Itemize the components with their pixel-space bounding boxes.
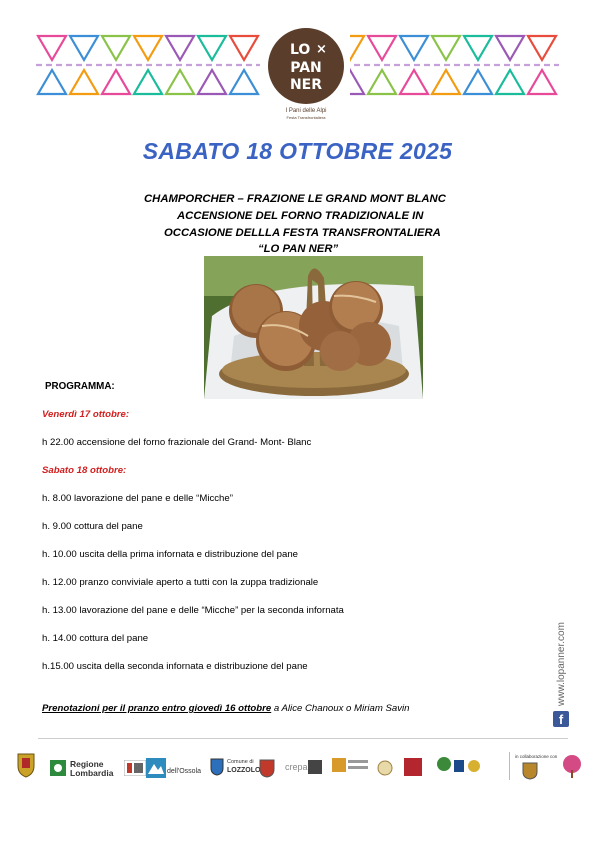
collab-label: in collaborazione con (515, 754, 558, 759)
footer-divider (38, 738, 568, 739)
collab-crest-icon (522, 762, 538, 780)
day1-heading: Venerdì 17 ottobre: (42, 409, 130, 420)
area-ossola-label: dell'Ossola (167, 768, 202, 775)
tree-logo-icon (560, 754, 584, 780)
logo-line2: PAN (290, 60, 322, 76)
website-url-text: www.lopanner.com (556, 622, 567, 706)
municipal-crest-icon (259, 758, 275, 778)
schedule-item: h. 9.00 cottura del pane (42, 521, 143, 532)
logo-line1: LO (290, 42, 311, 58)
footer-separator (509, 752, 510, 780)
regione-lombardia-icon (50, 760, 66, 776)
schedule-item: h. 10.00 uscita della prima infornata e distribuzione del pane (42, 549, 298, 560)
schedule-item: h. 13.00 lavorazione del pane e delle “Micche” per la seconda infornata (42, 605, 344, 616)
logo-tagline: I Pani delle Alpi (285, 108, 327, 114)
programma-label: PROGRAMMA: (45, 381, 115, 392)
logo-subtagline: Festa Transfrontaliera (286, 115, 326, 120)
day2-heading: Sabato 18 ottobre: (42, 465, 127, 476)
booking-note (42, 703, 410, 714)
facebook-icon[interactable]: f (553, 711, 569, 727)
lo-pan-ner-logo (262, 26, 350, 122)
schedule-item: h 22.00 accensione del forno frazionale del Grand- Mont- Blanc (42, 437, 312, 448)
crepa-label: crepa (285, 762, 308, 772)
schedule-item: h.15.00 uscita della seconda infornata e distribuzione del pane (42, 661, 308, 672)
booking-deadline: Prenotazioni per il pranzo entro giovedì 16 ottobre (42, 703, 272, 714)
website-url[interactable] (548, 606, 572, 706)
area-ossola-icon (146, 758, 166, 778)
lozzolo-label: LOZZOLO (227, 767, 261, 774)
schedule-item: h. 14.00 cottura del pane (42, 633, 149, 644)
partner-seal-icon (377, 760, 393, 776)
booking-contacts: a Alice Chanoux o Miriam Savin (271, 703, 410, 714)
partner-logos-group-icon (436, 754, 488, 778)
schedule-item: h. 12.00 pranzo conviviale aperto a tutti con la zuppa tradizionale (42, 577, 319, 588)
intro-line-2: ACCENSIONE DEL FORNO TRADIZIONALE IN (177, 210, 424, 222)
intro-line-1: CHAMPORCHER – FRAZIONE LE GRAND MONT BLANC (144, 193, 446, 205)
bread-basket-photo (204, 256, 423, 399)
logo-line3: NER (289, 77, 323, 93)
schedule-item: h. 8.00 lavorazione del pane e delle “Micche” (42, 493, 233, 504)
intro-line-3: OCCASIONE DELLLA FESTA TRANSFRONTALIERA (164, 227, 441, 239)
partner-logo-icon (404, 758, 422, 776)
intro-line-4: “LO PAN NER” (258, 243, 339, 255)
partner-logo-icon (308, 760, 322, 774)
event-date-title: SABATO 18 OTTOBRE 2025 (142, 138, 453, 164)
comune-crest-icon (210, 758, 224, 776)
partner-logo-icon (330, 756, 370, 780)
partner-logo-icon (124, 760, 146, 776)
comune-label: Comune di (227, 759, 254, 765)
coat-of-arms-icon (14, 752, 38, 778)
regione-lombardia-label: Regione Lombardia (70, 759, 114, 778)
logo-cross-icon: × (316, 42, 327, 57)
